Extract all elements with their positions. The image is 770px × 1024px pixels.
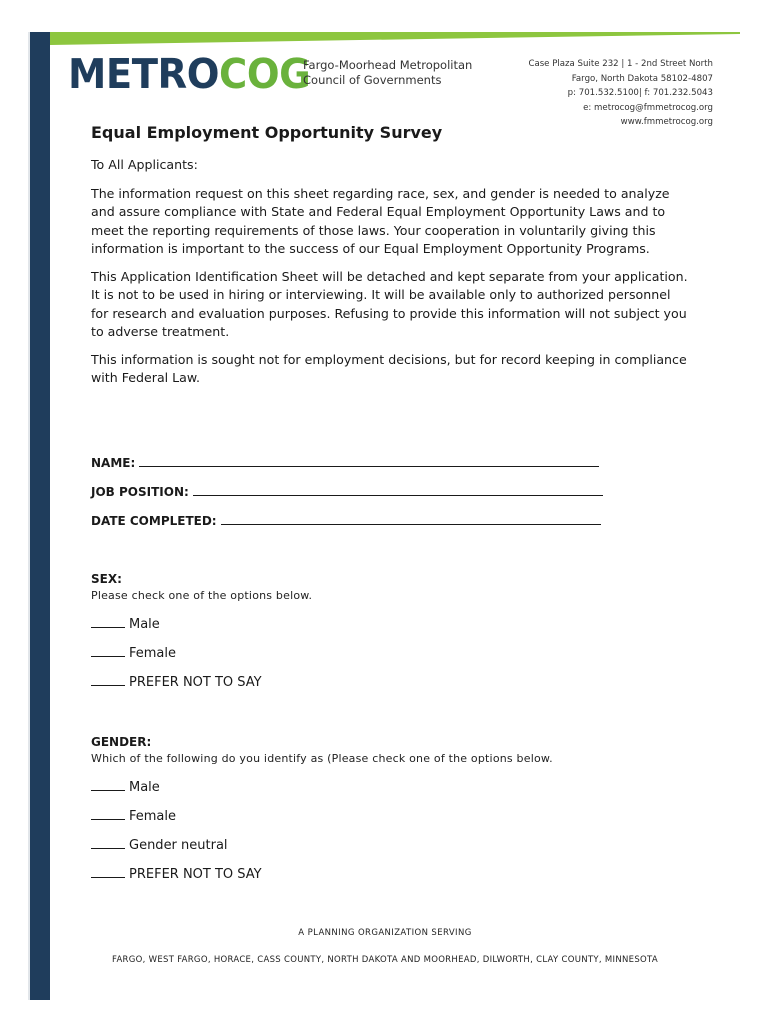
date-completed-label: DATE COMPLETED: [91, 514, 217, 528]
sex-option-male[interactable] [91, 615, 691, 644]
gender-heading: GENDER: [91, 735, 152, 749]
option-label: Female [129, 809, 177, 824]
option-label: PREFER NOT TO SAY [129, 675, 262, 690]
job-position-input-line[interactable] [193, 483, 603, 496]
gender-option-male[interactable] [91, 778, 691, 807]
metrocog-logo [68, 52, 310, 96]
address-line: e: metrocog@fmmetrocog.org [583, 102, 713, 113]
name-input-line[interactable] [139, 454, 599, 467]
gender-option-female[interactable] [91, 807, 691, 836]
checkbox-blank[interactable] [91, 615, 125, 628]
option-label: Male [129, 780, 160, 795]
checkbox-blank[interactable] [91, 865, 125, 878]
contact-address [473, 57, 713, 130]
top-accent-stripe [50, 32, 740, 45]
name-field [91, 454, 611, 483]
gender-section [91, 734, 691, 894]
checkbox-blank[interactable] [91, 807, 125, 820]
gender-instruction: Which of the following do you identify as (Please check one of the options below. [91, 752, 553, 765]
option-label: Female [129, 646, 177, 661]
org-name-line: Council of Governments [303, 73, 442, 87]
checkbox-blank[interactable] [91, 644, 125, 657]
address-line: Fargo, North Dakota 58102-4807 [571, 73, 713, 84]
footer-served-areas: FARGO, WEST FARGO, HORACE, CASS COUNTY, NORTH DAKOTA AND MOORHEAD, DILWORTH, CLAY COUNTY, MINNESOTA [112, 955, 658, 965]
left-accent-bar [30, 32, 50, 1000]
option-label: PREFER NOT TO SAY [129, 867, 262, 882]
sex-section [91, 571, 691, 702]
paragraph: This Application Identification Sheet will be detached and kept separate from your application. It is not to be used in hiring or interviewing. It will be available only to authorized personnel for research and evaluation purposes. Refusing to provide this information will not subject you to adverse treatment. [91, 268, 688, 339]
sex-option-prefer-not[interactable] [91, 673, 691, 702]
organization-name [303, 58, 493, 88]
sex-option-female[interactable] [91, 644, 691, 673]
document-title: Equal Employment Opportunity Survey [91, 123, 443, 142]
applicant-fields [91, 454, 611, 541]
address-line: Case Plaza Suite 232 | 1 - 2nd Street North [528, 59, 713, 69]
logo-cog-text: COG [219, 50, 311, 98]
name-label: NAME: [91, 456, 136, 470]
date-completed-input-line[interactable] [221, 512, 601, 525]
logo-metro-text: METRO [68, 50, 220, 98]
org-name-line: Fargo-Moorhead Metropolitan [303, 58, 473, 72]
paragraph: The information request on this sheet regarding race, sex, and gender is needed to analyze and assure compliance with State and Federal Equal Employment Opportunity Laws and to meet the reporting requirements of those laws. Your cooperation in voluntarily giving this information is important to the success of our Equal Employment Opportunity Programs. [91, 185, 670, 256]
job-position-label: JOB POSITION: [91, 485, 189, 499]
checkbox-blank[interactable] [91, 778, 125, 791]
option-label: Male [129, 617, 160, 632]
checkbox-blank[interactable] [91, 673, 125, 686]
document-body [91, 122, 691, 397]
gender-option-prefer-not[interactable] [91, 865, 691, 894]
checkbox-blank[interactable] [91, 836, 125, 849]
sex-heading: SEX: [91, 572, 122, 586]
gender-option-neutral[interactable] [91, 836, 691, 865]
option-label: Gender neutral [129, 838, 228, 853]
paragraph: This information is sought not for employment decisions, but for record keeping in compliance with Federal Law. [91, 351, 687, 385]
date-completed-field [91, 512, 611, 541]
address-line: www.fmmetrocog.org [620, 117, 713, 127]
address-line: p: 701.532.5100| f: 701.232.5043 [567, 88, 713, 98]
sex-instruction: Please check one of the options below. [91, 589, 313, 602]
footer-tagline: A PLANNING ORGANIZATION SERVING [298, 928, 472, 938]
job-position-field [91, 483, 611, 512]
greeting: To All Applicants: [91, 157, 198, 172]
